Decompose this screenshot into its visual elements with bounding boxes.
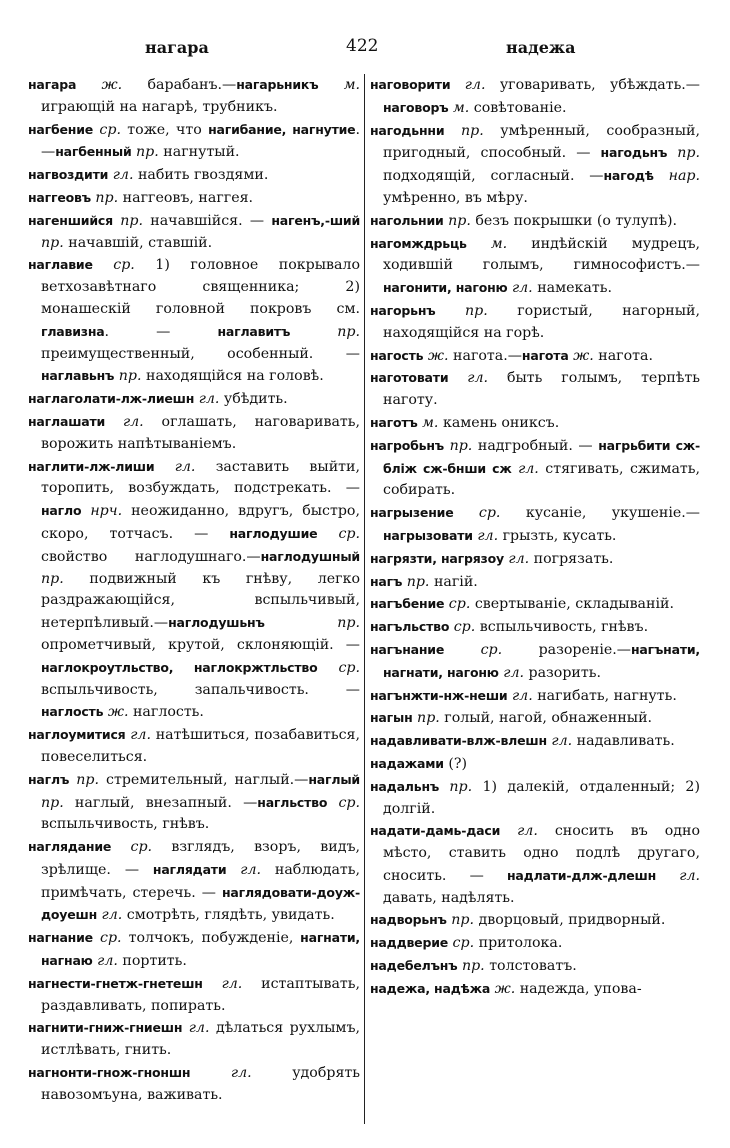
dictionary-entry [28, 411, 360, 456]
entry-headword: наглокроутльство, наглокржтльство [41, 659, 318, 675]
grammar-label: ср. [444, 641, 503, 658]
grammar-label: пр. [131, 144, 159, 161]
grammar-label: гл. [448, 370, 489, 387]
entry-headword: нагбенный [55, 144, 132, 160]
dictionary-entry [370, 120, 700, 210]
grammar-label: гл. [507, 687, 533, 704]
entry-headword: наггеовъ [28, 189, 91, 205]
entry-headword: надальнъ [370, 778, 440, 794]
entry-headword: нагънжти-нж-неши [370, 687, 508, 703]
entry-headword: нагънати, нагнати, нагоню [383, 641, 700, 680]
entry-definition: портить. [117, 953, 187, 970]
dictionary-entry [28, 119, 360, 165]
entry-definition: взглядъ, взоръ, видъ, зрѣлище. — [41, 839, 360, 878]
grammar-label: пр. [443, 212, 471, 229]
entry-definition: вспыльчивость, гнѣвъ. [475, 619, 649, 636]
entry-definition: свойство наглодушнаго.— [41, 548, 261, 565]
entry-headword: нагльство [257, 794, 328, 810]
column-divider [364, 74, 365, 1124]
grammar-label: гл. [503, 550, 530, 567]
entry-definition: разорить. [524, 664, 601, 681]
entry-definition: 1) далекій, отдаленный; 2) долгій. [383, 778, 700, 817]
entry-definition: быть голымъ, терпѣть наготу. [383, 370, 700, 409]
dictionary-entry [28, 927, 360, 973]
entry-definition: свертываніе, складываній. [470, 596, 674, 613]
entry-headword: надавливати-влж-влешн [370, 733, 547, 749]
entry-definition: погрязать. [529, 550, 614, 567]
grammar-label: пр. [412, 710, 440, 727]
grammar-label: пр. [667, 145, 700, 162]
dictionary-entry [370, 955, 700, 978]
entry-definition: находящійся на головѣ. [141, 368, 324, 385]
entry-definition: безъ покрышки (о тулупѣ). [470, 212, 678, 229]
entry-headword: наглавие [28, 257, 93, 273]
entry-headword: наглавьнъ [41, 368, 115, 384]
entry-definition: притолока. [474, 935, 563, 952]
entry-headword: нагнание [28, 930, 93, 946]
entry-definition: вспыльчивость, гнѣвъ. [41, 816, 210, 833]
entry-definition: опрометчивый, крутой, склоняющій. — [41, 636, 360, 653]
dictionary-entry [370, 233, 700, 300]
grammar-label: гл. [511, 460, 539, 477]
entry-definition: 1) головное покрывало ветхозавѣтнаго священника; 2) монашескій головной покровъ см. [41, 257, 360, 317]
grammar-label: пр. [41, 234, 64, 251]
entry-definition: умѣренный, сообразный, пригодный, способный. — [383, 122, 700, 162]
entry-definition: грызть, кусать. [498, 527, 617, 544]
entry-definition: наблюдать, примѣчать, стеречь. — [41, 861, 360, 901]
entry-definition: совѣтованіе. [469, 99, 567, 116]
entry-headword: надлати-длж-длешн [507, 867, 657, 883]
entry-definition: гористый, нагорный, находящійся на горѣ. [383, 302, 700, 341]
entry-definition: начавшій, ставшій. [63, 234, 213, 251]
entry-headword: наглоумитися [28, 727, 126, 743]
grammar-label: пр. [439, 778, 473, 795]
grammar-label: гл. [194, 391, 220, 408]
grammar-label: пр. [457, 958, 485, 975]
grammar-label: пр. [290, 323, 360, 340]
grammar-label: гл. [450, 77, 486, 93]
dictionary-entry [370, 820, 700, 909]
page-header [0, 30, 730, 64]
entry-definition: толчокъ, побужденіе, [121, 930, 294, 947]
dictionary-entry [370, 707, 700, 730]
entry-definition: стремительный, наглый.— [98, 771, 309, 788]
entry-definition: удобрять навозомъуна, важивать. [41, 1065, 360, 1103]
grammar-label: пр. [264, 615, 360, 632]
dictionary-entry [370, 639, 700, 685]
grammar-label: гл. [97, 907, 123, 924]
entry-definition: толстоватъ. [484, 958, 577, 975]
entry-headword: нагота [521, 347, 569, 363]
entry-definition: разореніе.— [502, 641, 631, 658]
entry-headword: наговоръ [383, 99, 449, 115]
entry-headword: наглити-лж-лиши [28, 458, 155, 474]
dictionary-entry [370, 210, 700, 233]
grammar-label: гл. [546, 733, 573, 750]
entry-headword: надати-дамь-даси [370, 823, 501, 839]
entry-definition: заставить выйти, торопить, возбуждать, подстрекать. — [41, 458, 360, 497]
entry-headword: нагбение [28, 121, 94, 137]
dictionary-entry [370, 412, 700, 435]
entry-headword: нагодьнъ [600, 145, 668, 161]
entry-headword: нагомждрьць [370, 235, 467, 251]
entry-headword: наглядовати-доуж-доуешн [41, 884, 360, 923]
entry-headword: нагибание, нагнутие [208, 121, 356, 137]
grammar-label: гл. [125, 727, 151, 744]
entry-headword: надебелънъ [370, 958, 458, 974]
entry-definition: дѣлаться рухлымъ, истлѣвать, гнить. [41, 1020, 360, 1059]
entry-definition: надгробный. — [472, 437, 599, 454]
entry-definition: начавшійся. — [142, 212, 272, 229]
grammar-label: ср. [453, 505, 501, 522]
grammar-label: гл. [190, 1065, 252, 1082]
dictionary-entry [370, 730, 700, 753]
left-column [28, 74, 360, 1134]
entry-definition: нагота. [593, 347, 653, 364]
entry-headword: нагость [370, 347, 424, 363]
dictionary-entry [370, 74, 700, 120]
entry-headword: наглый [308, 771, 360, 787]
entry-definition: надавливать. [572, 733, 675, 750]
dictionary-entry [28, 187, 360, 210]
entry-definition: кусаніе, укушеніе.— [500, 505, 700, 522]
entry-headword: нагрызовати [383, 527, 473, 543]
dictionary-entry [28, 210, 360, 255]
grammar-label: ср. [317, 659, 360, 676]
grammar-label: пр. [435, 302, 488, 319]
entry-definition: давать, надѣлять. [383, 889, 515, 906]
entry-definition: барабанъ.— [122, 77, 237, 93]
entry-headword: наглаголати-лж-лиешн [28, 391, 195, 407]
entry-definition: умѣренно, въ мѣру. [383, 189, 528, 206]
entry-headword: наддверие [370, 935, 449, 951]
entry-headword: нагодьнни [370, 122, 445, 138]
entry-definition: сносить въ одно мѣсто, ставить одно подлѣ другаго, сносить. — [383, 823, 700, 884]
grammar-label: гл. [108, 167, 134, 184]
entry-headword: нагнати, нагнаю [41, 930, 360, 969]
dictionary-entry [28, 1017, 360, 1062]
grammar-label: ж. [568, 347, 594, 364]
entry-headword: наготъ [370, 414, 418, 430]
grammar-label: нрч. [81, 503, 123, 520]
dictionary-entry [370, 978, 700, 1001]
entry-definition: подходящій, согласный. — [383, 168, 604, 185]
entry-definition: (?) [443, 755, 468, 772]
grammar-label: гл. [507, 280, 533, 297]
grammar-label: ср. [444, 596, 471, 613]
entry-definition: наглость. [128, 704, 204, 721]
grammar-label: ср. [317, 525, 360, 542]
grammar-label: ж. [423, 347, 449, 364]
grammar-label: пр. [69, 771, 99, 788]
grammar-label: гл. [182, 1020, 210, 1037]
dictionary-entry [370, 932, 700, 955]
grammar-label: пр. [444, 122, 484, 139]
entry-definition: вспыльчивость, запальчивость. — [41, 681, 360, 698]
entry-headword: нагъбение [370, 596, 445, 612]
dictionary-entry [370, 435, 700, 502]
entry-headword: нагнонти-гнож-гноншн [28, 1065, 191, 1081]
grammar-label: пр. [112, 212, 143, 229]
grammar-label: ср. [448, 935, 475, 952]
grammar-label: ср. [449, 619, 476, 636]
dictionary-entry [370, 300, 700, 345]
entry-definition: голый, нагой, обнаженный. [439, 710, 653, 727]
entry-definition: неожиданно, вдругъ, быстро, скоро, тотчасъ. — [41, 503, 360, 542]
entry-definition: намекать. [532, 280, 612, 297]
grammar-label: ж. [76, 77, 123, 93]
grammar-label: м. [318, 77, 360, 93]
dictionary-entry [28, 973, 360, 1018]
entry-definition: подвижный къ гнѣву, легко раздражающійся, вспыльчивый, нетерпѣливый.— [41, 570, 360, 632]
grammar-label: нар. [653, 168, 700, 185]
entry-definition: уговаривать, убѣждать.— [485, 77, 700, 93]
entry-headword: нагрязти, нагрязоу [370, 550, 504, 566]
grammar-label: пр. [402, 573, 430, 590]
entry-headword: надворьнъ [370, 912, 447, 928]
grammar-label: м. [448, 99, 470, 116]
entry-definition: нагій. [429, 573, 478, 590]
entry-definition: истаптывать, раздавливать, попирать. [41, 975, 360, 1014]
dictionary-entry [370, 571, 700, 594]
entry-headword: нагло [41, 503, 82, 519]
dictionary-entry [28, 836, 360, 927]
dictionary-entry [28, 724, 360, 769]
entry-headword: нагонити, нагоню [383, 280, 508, 296]
grammar-label: ср. [111, 839, 153, 856]
entry-definition: набить гвоздями. [133, 167, 269, 184]
entry-headword: наглодушие [229, 525, 318, 541]
entry-definition: надежда, упова- [515, 980, 642, 997]
entry-headword: нагъ [370, 573, 403, 589]
entry-headword: нагрьбити сж-бліж сж-бнши сж [383, 437, 700, 476]
grammar-label: м. [417, 414, 439, 431]
entry-headword: нагнести-гнетж-гнетешн [28, 975, 203, 991]
dictionary-entry [370, 367, 700, 412]
entry-definition: нагибать, нагнуть. [532, 687, 677, 704]
entry-definition: смотрѣть, глядѣть, увидать. [122, 907, 335, 924]
dictionary-entry [28, 74, 360, 119]
grammar-label: пр. [444, 437, 473, 454]
dictionary-entry [370, 345, 700, 368]
entry-headword: нагольнии [370, 212, 444, 228]
dictionary-entry [370, 909, 700, 932]
grammar-label: ср. [93, 121, 121, 138]
entry-headword: нагнити-гниж-гниешн [28, 1020, 183, 1036]
entry-headword: наготовати [370, 370, 449, 386]
dictionary-entry [370, 593, 700, 616]
entry-headword: наглашати [28, 413, 106, 429]
page-number: 422 [346, 36, 379, 56]
entry-definition: .— [41, 121, 360, 161]
entry-definition: преимущественный, особенный. — [41, 345, 360, 362]
dictionary-entry [28, 388, 360, 411]
grammar-label: пр. [41, 570, 64, 587]
dictionary-entry [370, 502, 700, 548]
entry-definition: играющій на нагарѣ, трубникъ. [41, 98, 278, 115]
entry-headword: нагробьнъ [370, 437, 444, 453]
entry-headword: наглавитъ [217, 323, 291, 339]
entry-headword: нагодѣ [603, 168, 654, 184]
entry-headword: наглодушьнъ [168, 615, 265, 631]
grammar-label: пр. [90, 189, 119, 206]
entry-headword: нагрызение [370, 505, 454, 521]
grammar-label: ср. [92, 930, 122, 947]
grammar-label: ж. [490, 980, 516, 997]
entry-definition: нагота.— [448, 347, 522, 364]
dictionary-entry [28, 769, 360, 836]
entry-definition: убѣдить. [219, 391, 288, 408]
left-running-headword: нагара [145, 38, 209, 57]
grammar-label: гл. [500, 823, 538, 840]
dictionary-entry [28, 456, 360, 725]
entry-definition: дворцовый, придворный. [474, 912, 666, 929]
entry-headword: нагвоздити [28, 167, 109, 183]
entry-definition: натѣшиться, позабавиться, повеселиться. [41, 727, 360, 765]
entry-headword: нагенъ,-ший [271, 212, 360, 228]
entry-headword: наговорити [370, 77, 451, 92]
dictionary-entry [28, 1062, 360, 1107]
right-column [370, 74, 700, 1134]
entry-headword: наглядание [28, 839, 112, 855]
entry-definition: тоже, что [120, 121, 209, 138]
grammar-label: гл. [202, 975, 243, 992]
grammar-label: пр. [41, 794, 64, 811]
grammar-label: пр. [446, 912, 474, 929]
entry-headword: главизна [41, 323, 105, 339]
entry-headword: нагорьнъ [370, 302, 436, 318]
entry-definition: индѣйскій мудрецъ, ходившій голымъ, гимнософистъ.— [383, 235, 700, 274]
dictionary-entry [370, 616, 700, 639]
grammar-label: пр. [114, 368, 142, 385]
grammar-label: гл. [472, 527, 499, 544]
dictionary-entry [28, 164, 360, 187]
entry-headword: наглядати [152, 861, 227, 877]
entry-headword: наглодушный [260, 548, 360, 564]
grammar-label: гл. [498, 664, 524, 681]
grammar-label: гл. [656, 867, 700, 884]
entry-definition: наггеовъ, наггея. [118, 189, 254, 206]
grammar-label: м. [466, 235, 508, 252]
entry-headword: наглъ [28, 771, 70, 787]
dictionary-entry [370, 548, 700, 571]
grammar-label: гл. [226, 861, 262, 878]
right-running-headword: надежа [506, 38, 576, 57]
grammar-label: гл. [105, 413, 144, 430]
entry-headword: нагънание [370, 641, 445, 657]
entry-headword: нагарьникъ [236, 77, 319, 92]
entry-definition: оглашать, наговаривать, ворожить напѣтываніемъ. [41, 413, 360, 452]
entry-headword: нагын [370, 710, 413, 726]
entry-headword: наглость [41, 704, 104, 720]
dictionary-entry [370, 776, 700, 821]
entry-definition: стягивать, сжимать, собирать. [383, 460, 700, 499]
dictionary-entry [370, 753, 700, 776]
grammar-label: ср. [92, 257, 135, 274]
grammar-label: гл. [154, 458, 196, 475]
grammar-label: ср. [327, 794, 360, 811]
entry-definition: нагнутый. [158, 144, 240, 161]
entry-headword: нагъльство [370, 619, 450, 635]
entry-definition: . — [104, 323, 218, 340]
entry-headword: нагеншийся [28, 212, 113, 228]
entry-definition: камень ониксъ. [438, 414, 560, 431]
entry-headword: нагара [28, 77, 77, 92]
dictionary-entry [28, 254, 360, 388]
grammar-label: гл. [92, 953, 118, 970]
entry-headword: надажами [370, 755, 444, 771]
entry-headword: надежа, надѣжа [370, 980, 491, 996]
entry-definition: наглый, внезапный. — [63, 794, 258, 811]
dictionary-entry [370, 685, 700, 708]
grammar-label: ж. [103, 704, 129, 721]
